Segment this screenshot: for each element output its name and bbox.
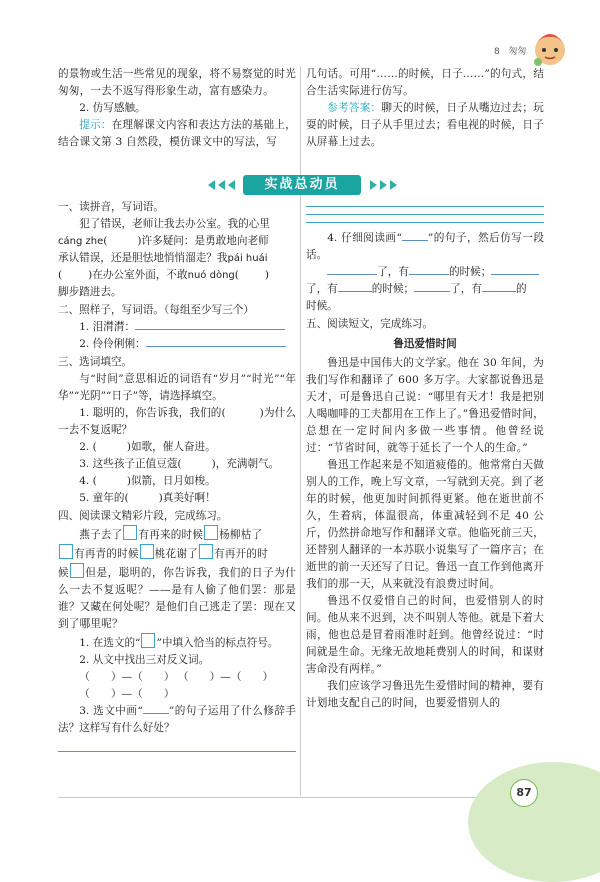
s4-q1b: ”中填入恰当的标点符号。 [156,637,279,649]
s4-heading: 四、阅读课文精彩片段，完成练习。 [58,510,228,522]
s4-q2: 2. 从文中找出三对反义词。 [79,654,210,666]
s4-q3b: ”的句子运用了什么修辞手法？这样写有什么好处？ [58,705,296,734]
fill-line[interactable] [338,291,372,292]
left-main-block: 一、读拼音，写词语。 犯了错误，老师让我去办公室。我的心里 cáng zhe( )许多疑问：是勇敢地向老师 承认错误，还是胆怯地悄悄溜走？我pái huái ( )在办公室外面，不敢nuó dòng( ) 脚步踏进去。 二、照样子，写词语。（每组至少写三个） 1. 泪潸潸： 2. 伶伶俐俐： 三、选词填空。 与“时间”意思相近的词语有“岁月”“时光”“年华”“光阴”“日子”等，请选择填空。 1. 聪明的，你告诉我，我们的( )为什么一去不复返呢？ 2. ( )如歌，催人奋进。 3. 这些孩子正值豆蔻( )，充满朝气。 4. ( )似箭，日月如梭。 5. 童年的( )真美好啊！ 四、阅读课文精彩片段，完成练习。 燕子去了 有再来的时候 杨柳枯了 有再青的时候 桃花谢了 有再开的时 候 但是，聪明的，你告诉我，我们的日子为什么一去不复返呢？——是有人偷了他们罢：那是谁？又藏在何处呢？是他们自己逃走了罢：现在又到了哪里呢？ 1. 在选文的“ ”中填入恰当的标点符号。 2. 从文中找出三对反义词。 （ ）—（ ） （ ）—（ ） （ ）—（ ） 3. 选文中画“ ”的句子运用了什么修辞手法？这样写有什么好处？ [58,199,296,759]
s3-q2n: 2. [79,441,90,453]
s1-line-c: 承认错误，还是胆怯地悄悄溜走？我 [58,252,228,264]
s1-pinyin-cangzhe: cáng zhe [58,236,104,247]
section-banner [58,174,544,196]
punctuation-box[interactable] [59,544,73,559]
answer-line[interactable] [58,751,296,752]
tip-label: 提示： [79,119,112,131]
lesson-title: 匆匆 [508,47,527,57]
answer-line[interactable] [306,206,544,207]
s2-answer-line-2[interactable] [146,346,286,347]
s3-q5a: 5. 童年的 [79,492,125,504]
s4-text-6: 有再开的时 [213,548,268,560]
punctuation-box[interactable] [199,544,213,559]
passage-p2: 鲁迅工作起来是不知道疲倦的。他常常白天做别人的工作，晚上写文章，一写就到天亮。到了老年的时候，他更加时间抓得更紧。他在逝世前不久，生着病，体温很高，体重减轻到不足 40 公斤，仍然拼命地写作和翻译文章。他临死前三天，还替别人翻译的一本苏联小说集写了一篇序言；在逝世的前一天还写了日记。鲁迅一直工作到他离开我们的那一天，从来就没有浪费过时间。 [306,459,544,590]
punctuation-box[interactable] [140,544,154,559]
s4-text-4: 有再青的时候 [74,548,139,560]
fill-line[interactable] [482,291,516,292]
underline-sample [402,240,428,241]
s3-q5b: 真美好啊！ [162,492,216,504]
page-number: 87 [510,779,538,807]
left-top-block [58,66,296,151]
r4-fill-2a: 了，有 [306,283,338,295]
s4-text-1: 燕子去了 [79,529,123,541]
s2-heading: 二、照样子，写词语。（每组至少写三个） [58,304,254,316]
passage-p4: 我们应该学习鲁迅先生爱惜时间的精神，要有计划地支配自己的时间，也要爱惜别人的 [306,680,544,709]
answer-line[interactable] [306,222,544,223]
lesson-number: 8 [494,47,500,57]
s1-line-b: 许多疑问：是勇敢地向老师 [141,235,269,247]
tip-text: 在理解课文内容和表达方法的基础上，结合课文第 3 自然段，模仿课文中的写法，写 [58,119,296,148]
s4-text-3: 杨柳枯了 [219,529,263,541]
s3-q1b: 为什么一去不复返呢？ [58,407,296,436]
s4-text-2: 有再来的时候 [138,529,204,541]
r4-q4a: 4. 仔细阅读画“ [327,232,402,244]
r4-fill-3b: 的 [515,283,527,295]
s2-item-1: 1. 泪潸潸： [79,321,136,333]
r4-fill-1b: 的时候； [448,266,492,278]
banner-title: 实战总动员 [243,175,361,195]
s1-pinyin-paihuai: pái huái [227,253,268,264]
antonym-pair-2[interactable]: （ ）—（ ） [177,671,274,683]
s4-text-8: 但是，聪明的，你告诉我，我们的日子为什么一去不复返呢？——是有人偷了他们罢：那是谁？又藏在何处呢？是他们自己逃走了罢：现在又到了哪里呢？ [58,567,296,630]
s4-q3a: 3. 选文中画“ [79,705,143,717]
s4-text-7: 候 [58,567,70,579]
s3-intro: 与“时间”意思相近的词语有“岁月”“时光”“年华”“光阴”“日子”等，请选择填空。 [58,373,296,402]
fill-line[interactable] [409,274,449,275]
s1-line-d: 在办公室外面，不敢 [92,269,188,281]
right-top-block [306,66,544,151]
punctuation-box[interactable] [123,525,137,540]
passage-p1: 鲁迅是中国伟大的文学家。他在 30 年间，为我们写作和翻译了 600 多万字。大家都说鲁迅是天才，可是鲁迅自己说：“哪里有天才！我是把别人喝咖啡的工夫都用在工作上了。”鲁迅爱惜时间，总想在一定时间内多做一些事情。他曾经说过：“节省时间，就等于延长了一个人的生命。” [306,357,544,454]
r4-fill-4: 时候。 [306,300,338,312]
passage-p3: 鲁迅不仅爱惜自己的时间，也爱惜别人的时间。他从来不迟到，决不叫别人等他。就是下着大雨，他也总是冒着雨准时赶到。他曾经说过：“时间就是生命。无缘无故地耗费别人的时间，和谋财害命没有两样。” [306,595,544,675]
s3-q3b: ，充满朝气。 [215,458,280,470]
reference-answer-label: 参考答案： [327,102,382,114]
s2-answer-line-1[interactable] [135,329,285,330]
bottom-rule [58,797,544,798]
s1-heading: 一、读拼音，写词语。 [58,201,164,213]
s3-q4n: 4. [79,475,90,487]
r4-fill-1a: 了，有 [377,266,409,278]
reference-answer-text: 聊天的时候，日子从嘴边过去；玩耍的时候，日子从手里过去；看电视的时候，日子从屏幕上过去。 [306,102,545,148]
s3-q4: 似箭，日月如梭。 [130,475,216,487]
punctuation-box[interactable] [70,563,84,578]
left-top-p1: 的景物或生活一些常见的现象，将不易察觉的时光匆匆，一去不返写得形象生动，富有感染力。 [58,68,296,97]
antonym-pair-3[interactable]: （ ）—（ ） [79,688,175,700]
lesson-header [494,44,526,57]
s4-q1a: 1. 在选文的“ [79,637,141,649]
punctuation-box[interactable] [204,525,218,540]
s3-heading: 三、选词填空。 [58,356,133,368]
r4-fill-2b: 的时候； [371,283,415,295]
fill-line[interactable] [414,291,450,292]
right-top-p1: 几句话。可用“……的时候，日子……”的句式，结合生活实际进行仿写。 [306,68,544,97]
fill-line[interactable] [327,274,377,275]
right-main-block [306,199,544,712]
s1-line-e: 脚步踏进去。 [58,286,122,298]
s4-text-5: 桃花谢了 [154,548,198,560]
s3-q3a: 3. 这些孩子正值豆蔻 [79,458,178,470]
mascot-icon [530,24,570,68]
s3-q2: 如歌，催人奋进。 [130,441,216,453]
r4-q4b: ”的句子，然后仿写一段话。 [306,232,545,261]
s1-line-a: 犯了错误，老师让我去办公室。我的心里 [79,218,270,230]
antonym-pair-1[interactable]: （ ）—（ ） [79,671,175,683]
punctuation-box-sample [141,633,155,648]
page-corner-decoration [468,762,600,882]
r4-fill-3a: 了，有 [450,283,482,295]
underline-sample [143,713,169,714]
s2-item-2: 2. 伶伶俐俐： [79,338,146,350]
s5-heading: 五、阅读短文，完成练习。 [306,318,434,330]
fill-line[interactable] [491,274,539,275]
s3-q1a: 1. 聪明的，你告诉我，我们的 [79,407,222,419]
passage-title: 鲁迅爱惜时间 [393,338,457,350]
answer-line[interactable] [306,214,544,215]
left-top-p2: 2. 仿写感触。 [79,102,146,114]
s1-pinyin-nuodong: nuó dòng [187,270,235,281]
